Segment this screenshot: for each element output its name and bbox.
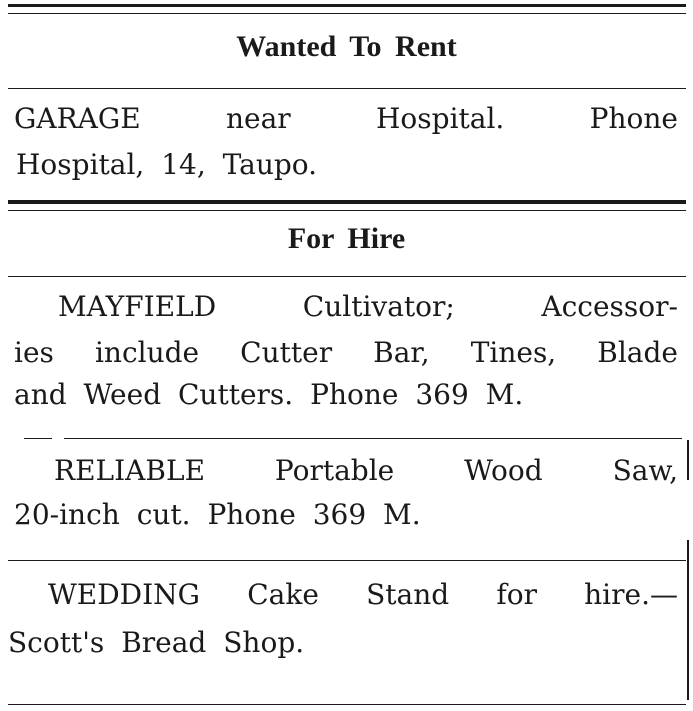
ad-divider — [24, 438, 52, 439]
section-separator-thin — [8, 210, 686, 211]
ad-reliable-line-2: 20-inch cut. Phone 369 M. — [14, 498, 421, 531]
heading-divider — [8, 276, 686, 277]
bottom-rule — [8, 704, 686, 705]
ad-wedding-line-1: WEDDING Cake Stand for hire.— — [48, 578, 678, 611]
column-edge-mark — [687, 540, 689, 700]
top-rule — [8, 4, 686, 7]
ad-divider — [64, 438, 682, 439]
ad-wedding-line-2: Scott's Bread Shop. — [8, 626, 305, 659]
ad-mayfield-line-3: and Weed Cutters. Phone 369 M. — [14, 378, 524, 411]
section-heading-wanted-to-rent: Wanted To Rent — [236, 30, 457, 63]
column-edge-mark — [687, 440, 689, 480]
ad-reliable-line-1: RELIABLE Portable Wood Saw, — [54, 454, 678, 487]
ad-garage-line-2: Hospital, 14, Taupo. — [16, 148, 318, 181]
ad-garage-line-1: GARAGE near Hospital. Phone — [14, 102, 678, 135]
ad-mayfield-line-2: ies include Cutter Bar, Tines, Blade — [14, 336, 678, 369]
heading-divider — [8, 88, 686, 89]
section-heading-for-hire: For Hire — [287, 222, 406, 255]
top-rule-thin — [8, 13, 686, 14]
section-separator — [8, 200, 686, 204]
ad-divider — [8, 560, 686, 561]
ad-mayfield-line-1: MAYFIELD Cultivator; Accessor- — [58, 290, 678, 323]
